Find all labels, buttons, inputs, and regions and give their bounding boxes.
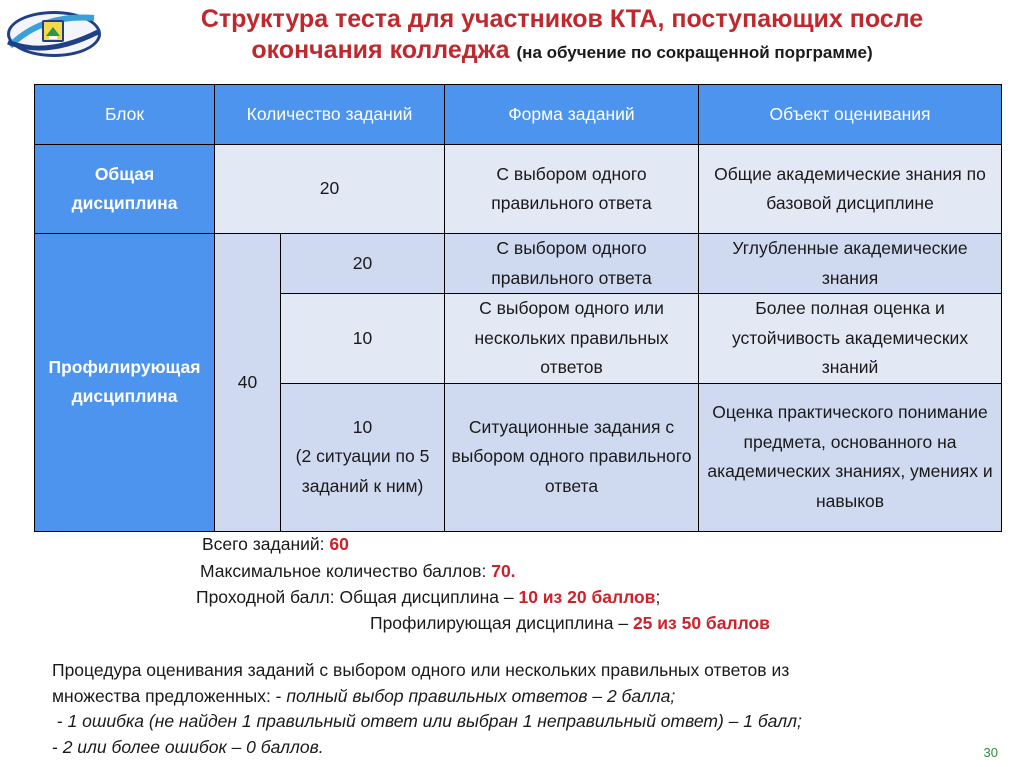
column-header-form: Форма заданий <box>445 85 699 145</box>
max-score-label: Максимальное количество баллов: <box>200 561 487 581</box>
procedure-rule-one-error: 1 ошибка (не найден 1 правильный ответ или выбран 1 неправильный ответ) – 1 балл; <box>67 711 802 731</box>
passing-score-general: 10 из 20 баллов <box>518 587 656 607</box>
total-tasks-line <box>202 534 349 555</box>
procedure-line-4 <box>52 735 1012 761</box>
block-general: Общая дисциплина <box>35 145 215 234</box>
procedure-rule-two-errors: 2 или более ошибок – 0 баллов. <box>62 736 324 757</box>
count-cell: 20 <box>215 145 445 234</box>
count-cell: 10 <box>281 294 445 384</box>
passing-score-separator: ; <box>655 587 661 607</box>
column-header-object: Объект оценивания <box>699 85 1002 145</box>
passing-score-line <box>196 587 660 608</box>
title-line-1: Структура теста для участников КТА, поступающих после <box>200 5 924 33</box>
count-cell <box>281 383 445 531</box>
object-cell: Углубленные академические знания <box>699 234 1002 294</box>
procedure-rule-full: полный выбор правильных ответов – 2 балла; <box>286 685 676 706</box>
procedure-line-2-text: множества предложенных: - <box>52 685 282 706</box>
profile-total-count: 40 <box>215 234 281 532</box>
total-tasks-value: 60 <box>329 534 349 554</box>
passing-score-label: Проходной балл: Общая дисциплина – <box>196 587 514 607</box>
object-cell: Оценка практического понимание предмета, основанного на академических знаниях, умениях и навыков <box>699 383 1002 531</box>
test-structure-table <box>34 84 1002 532</box>
procedure-dash: - <box>52 736 58 757</box>
form-cell: Ситуационные задания с выбором одного правильного ответа <box>445 383 699 531</box>
object-cell: Общие академические знания по базовой дисциплине <box>699 145 1002 234</box>
procedure-dash: - <box>56 711 63 731</box>
form-cell: С выбором одного правильного ответа <box>445 234 699 294</box>
passing-score-profile-line <box>370 613 770 634</box>
title-subtitle: (на обучение по сокращенной порграмме) <box>516 43 873 62</box>
procedure-line-3 <box>52 709 1012 735</box>
form-cell: С выбором одного правильного ответа <box>445 145 699 234</box>
title-line-2: окончания колледжа <box>251 36 510 64</box>
table-row <box>35 145 1002 234</box>
grading-procedure <box>52 658 1012 760</box>
max-score-value: 70. <box>491 561 516 581</box>
form-cell: С выбором одного или нескольких правильных ответов <box>445 294 699 384</box>
object-cell: Более полная оценка и устойчивость академических знаний <box>699 294 1002 384</box>
table-header-row <box>35 85 1002 145</box>
column-header-count: Количество заданий <box>215 85 445 145</box>
column-header-block: Блок <box>35 85 215 145</box>
count-note: (2 ситуации по 5 заданий к ним) <box>295 446 430 496</box>
procedure-line-2 <box>52 684 1012 710</box>
book-logo-icon <box>2 6 102 62</box>
passing-score-profile-label: Профилирующая дисциплина – <box>370 613 629 633</box>
max-score-line <box>200 561 516 582</box>
passing-score-profile: 25 из 50 баллов <box>632 613 770 633</box>
page-number: 30 <box>983 745 998 760</box>
table-row <box>35 234 1002 294</box>
procedure-line-1: Процедура оценивания заданий с выбором одного или нескольких правильных ответов из <box>52 660 790 680</box>
page-title <box>112 4 1012 68</box>
count-cell: 20 <box>281 234 445 294</box>
count-value: 10 <box>352 416 373 437</box>
block-profile: Профилирующая дисциплина <box>35 234 215 532</box>
total-tasks-label: Всего заданий: <box>202 534 325 554</box>
